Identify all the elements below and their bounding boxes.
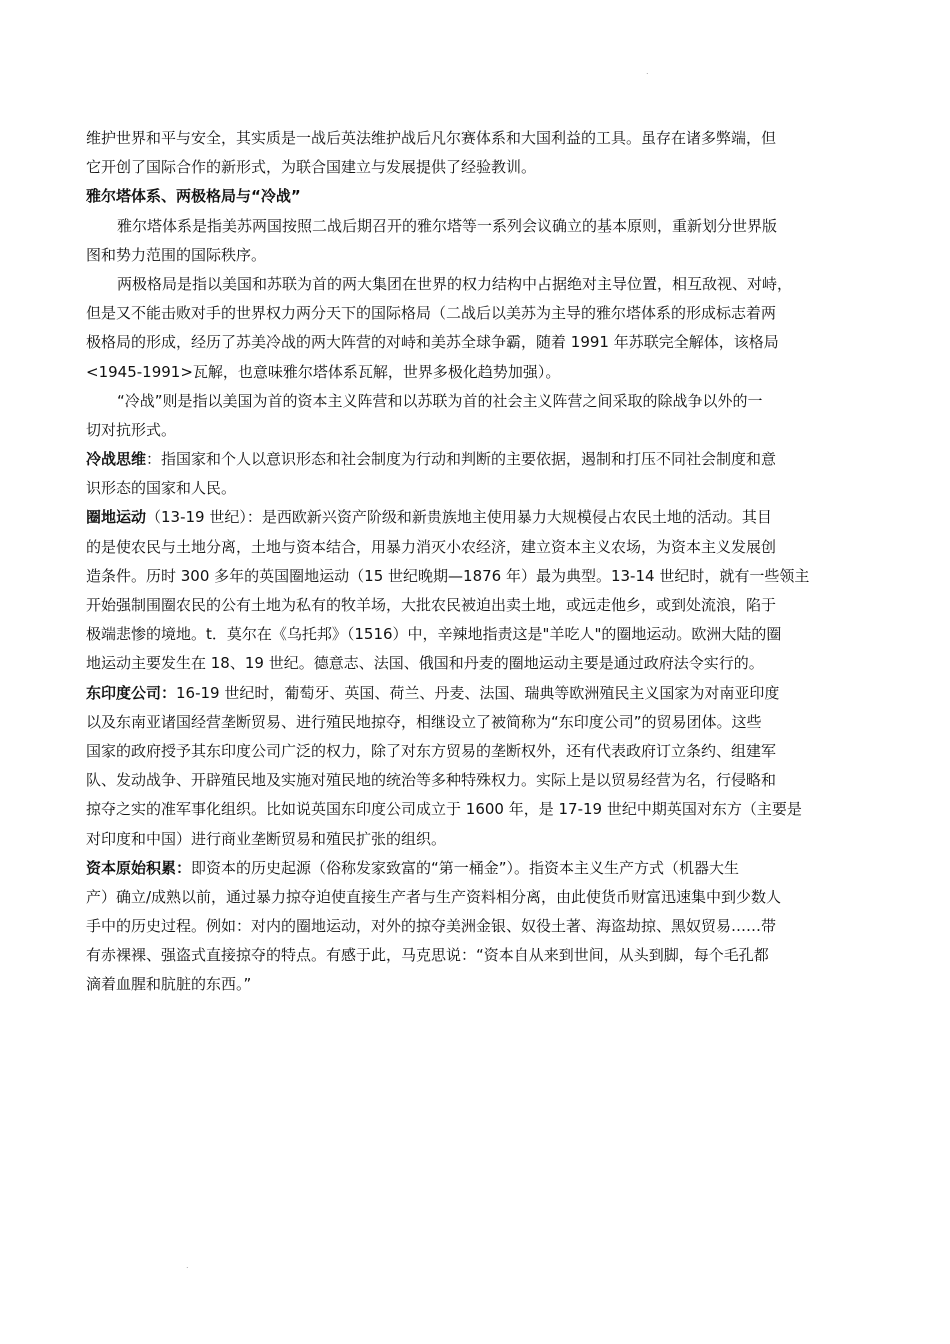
term-label: 圈地运动: [86, 508, 147, 527]
east-india-entry: [86, 679, 876, 854]
bipolar-paragraph: [86, 270, 876, 387]
yalta-section: [86, 182, 876, 445]
text-line: 的是使农民与土地分离，土地与资本结合，用暴力消灭小农经济，建立资本主义农场，为资本主义发展创: [86, 537, 777, 556]
text-line: 以及东南亚诸国经营垄断贸易、进行殖民地掠夺，相继设立了被简称为“东印度公司”的贸易团体。这些: [86, 712, 762, 731]
text-line: [86, 445, 876, 474]
primitive-accumulation-entry: [86, 854, 876, 1000]
intro-paragraph: [86, 124, 876, 182]
term-definition: 16-19 世纪时，葡萄牙、英国、荷兰、丹麦、法国、瑞典等欧洲殖民主义国家为对南亚印度: [176, 683, 780, 702]
text-line: <1945-1991>瓦解，也意味雅尔塔体系瓦解，世界多极化趋势加强）。: [86, 362, 561, 381]
term-definition: 即资本的历史起源（俗称发家致富的“第一桶金”）。指资本主义生产方式（机器大生: [191, 858, 740, 877]
text-line: 维护世界和平与安全，其实质是一战后英法维护战后凡尔赛体系和大国利益的工具。虽存在诸多弊端，但: [86, 129, 777, 147]
text-line: 对印度和中国）进行商业垄断贸易和殖民扩张的组织。: [86, 829, 447, 848]
text-line: 两极格局是指以美国和苏联为首的两大集团在世界的权力结构中占据绝对主导位置，相互敌视、对峙，: [117, 274, 793, 293]
text-line: 极端悲惨的境地。t．莫尔在《乌托邦》（1516）中，辛辣地指责这是"羊吃人"的圈地运动。欧洲大陆的圈: [86, 625, 782, 644]
coldwar-thinking-entry: [86, 445, 876, 503]
term-label: 东印度公司：: [86, 683, 177, 702]
text-line: 极格局的形成，经历了苏美冷战的两大阵营的对峙和美苏全球争霸，随着 1991 年苏联完全解体，该格局: [86, 333, 779, 352]
term-label: 资本原始积累：: [86, 858, 192, 877]
enclosure-entry: [86, 503, 876, 678]
text-line: 手中的历史过程。例如：对内的圈地运动，对外的掠夺美洲金银、奴役土著、海盗劫掠、黑奴贸易……带: [86, 917, 777, 936]
text-line: 产）确立/成熟以前，通过暴力掠夺迫使直接生产者与生产资料相分离，由此使货币财富迅速集中到少数人: [86, 887, 782, 906]
yalta-paragraph: [86, 212, 876, 270]
text-line: 队、发动战争、开辟殖民地及实施对殖民地的统治等多种特殊权力。实际上是以贸易经营为名，行侵略和: [86, 771, 777, 790]
term-definition: （13-19 世纪）：是西欧新兴资产阶级和新贵族地主使用暴力大规模侵占农民土地的活动。其目: [146, 508, 772, 527]
text-line: 造条件。历时 300 多年的英国圈地运动（15 世纪晚期—1876 年）最为典型。13-14 世纪时，就有一些领主: [86, 566, 810, 585]
text-line: 切对抗形式。: [86, 420, 177, 439]
coldwar-paragraph: [86, 387, 876, 445]
text-line: [86, 854, 876, 883]
text-line: 识形态的国家和人民。: [86, 479, 237, 498]
section-heading: 雅尔塔体系、两极格局与“冷战”: [86, 187, 301, 206]
text-line: 开始强制围圈农民的公有土地为私有的牧羊场，大批农民被迫出卖土地，或远走他乡，或到处流浪，陷于: [86, 596, 777, 614]
text-line: “冷战”则是指以美国为首的资本主义阵营和以苏联为首的社会主义阵营之间采取的除战争以外的一: [117, 391, 763, 410]
text-line: 有赤裸裸、强盗式直接掠夺的特点。有感于此，马克思说：“资本自从来到世间，从头到脚，每个毛孔都: [86, 946, 769, 965]
text-line: 它开创了国际合作的新形式，为联合国建立与发展提供了经验教训。: [86, 158, 537, 177]
text-line: 图和势力范围的国际秩序。: [86, 245, 267, 264]
term-definition: ：指国家和个人以意识形态和社会制度为行动和判断的主要依据，遏制和打压不同社会制度和意: [146, 450, 777, 469]
text-line: 掠夺之实的准军事化组织。比如说英国东印度公司成立于 1600 年，是 17-19 世纪中期英国对东方（主要是: [86, 800, 802, 819]
top-margin-mark: .: [646, 67, 649, 76]
text-line: 滴着血腥和肮脏的东西。”: [86, 975, 252, 994]
text-line: [86, 503, 876, 532]
text-line: 国家的政府授予其东印度公司广泛的权力，除了对东方贸易的垄断权外，还有代表政府订立条约、组建军: [86, 741, 777, 760]
text-line: 但是又不能击败对手的世界权力两分天下的国际格局（二战后以美苏为主导的雅尔塔体系的形成标志着两: [86, 304, 777, 323]
term-label: 冷战思维: [86, 450, 147, 469]
text-line: [86, 679, 876, 708]
document-body: [86, 124, 876, 1000]
text-line: 地运动主要发生在 18、19 世纪。德意志、法国、俄国和丹麦的圈地运动主要是通过政府法令实行的。: [86, 654, 764, 673]
text-line: 雅尔塔体系是指美苏两国按照二战后期召开的雅尔塔等一系列会议确立的基本原则，重新划分世界版: [117, 216, 778, 235]
bottom-margin-mark: .: [186, 1261, 189, 1270]
